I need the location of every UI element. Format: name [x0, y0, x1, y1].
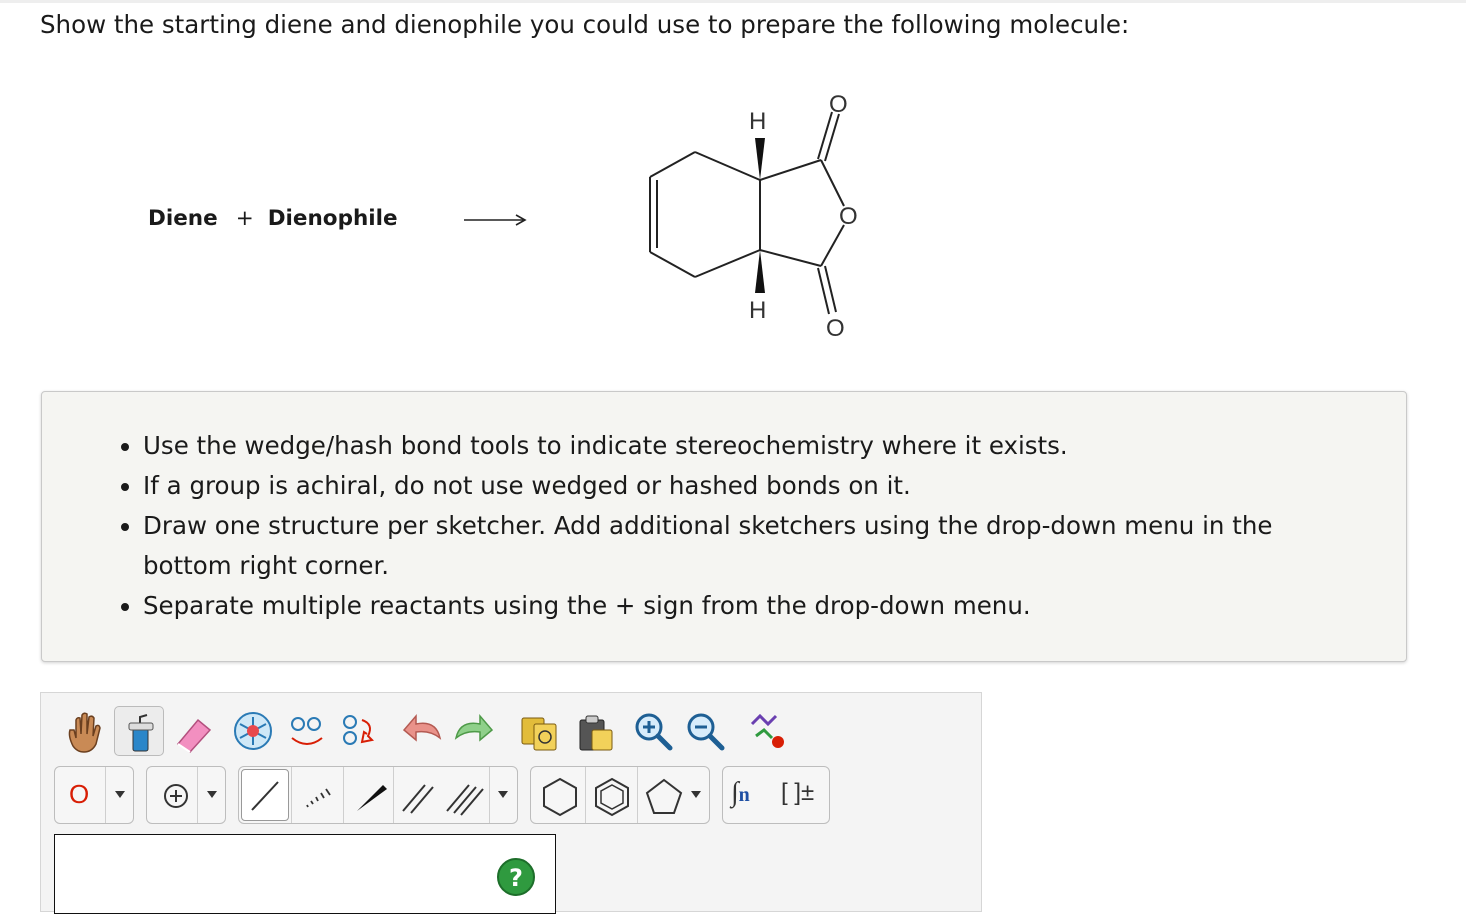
question-text: Show the starting diene and dienophile you could use to prepare the following molecule:	[40, 10, 1130, 39]
diene-label: Diene	[148, 206, 218, 231]
clear-canvas-icon[interactable]	[114, 706, 164, 756]
instructions-panel	[41, 391, 1407, 662]
triple-bond-icon[interactable]	[441, 771, 487, 821]
sgroup-tools-group	[722, 766, 830, 824]
single-bond-tool[interactable]	[241, 769, 289, 821]
drawing-canvas[interactable]	[54, 834, 556, 914]
hash-bond-icon[interactable]	[295, 771, 341, 821]
charge-dropdown-icon[interactable]	[207, 791, 217, 798]
bond-tools-group	[238, 766, 518, 824]
top-border	[0, 0, 1466, 3]
sgroup-tool[interactable]: ∫n	[731, 777, 750, 808]
copy-icon[interactable]	[514, 706, 564, 756]
atom-dropdown-icon[interactable]	[115, 791, 125, 798]
wedge-bond-icon[interactable]	[347, 771, 393, 821]
plus-sign: +	[235, 206, 254, 231]
bond-dropdown-icon[interactable]	[498, 791, 508, 798]
atom-map-icon[interactable]	[282, 706, 332, 756]
charge-plus-icon	[161, 781, 191, 811]
atom-selector[interactable]	[54, 766, 134, 824]
hydrogen-top: H	[749, 108, 767, 135]
dienophile-label: Dienophile	[267, 206, 398, 231]
undo-icon[interactable]	[398, 706, 448, 756]
hydrogen-bottom: H	[749, 297, 767, 324]
charge-selector[interactable]	[146, 766, 226, 824]
double-bond-icon[interactable]	[395, 771, 441, 821]
redo-icon[interactable]	[448, 706, 498, 756]
product-molecule	[632, 82, 892, 352]
clean-structure-icon[interactable]	[334, 706, 384, 756]
instructions-list	[42, 426, 1406, 626]
zoom-out-icon[interactable]	[680, 706, 730, 756]
template-ring-icon[interactable]	[228, 706, 278, 756]
cyclohexane-icon[interactable]	[537, 773, 583, 819]
oxygen-bottom: O	[826, 315, 845, 342]
reaction-scheme	[148, 203, 398, 235]
instruction-item: • Draw one structure per sketcher. Add additional sketchers using the drop-down menu in the bottom right corner.	[143, 506, 1366, 586]
hand-tool-icon[interactable]	[58, 706, 108, 756]
paste-icon[interactable]	[570, 706, 620, 756]
oxygen-top: O	[829, 91, 848, 118]
bracket-charge-tool[interactable]: [ ]±	[781, 779, 815, 806]
instruction-item: • Use the wedge/hash bond tools to indicate stereochemistry where it exists.	[143, 426, 1366, 466]
cyclopentane-icon[interactable]	[641, 773, 687, 819]
oxygen-ring: O	[839, 203, 858, 230]
instruction-item: • If a group is achiral, do not use wedged or hashed bonds on it.	[143, 466, 1366, 506]
benzene-icon[interactable]	[589, 773, 635, 819]
ring-dropdown-icon[interactable]	[691, 791, 701, 798]
help-button[interactable]: ?	[497, 858, 535, 896]
structure-info-icon[interactable]	[742, 706, 792, 756]
instruction-item: • Separate multiple reactants using the + sign from the drop-down menu.	[143, 586, 1366, 626]
zoom-in-icon[interactable]	[628, 706, 678, 756]
ring-tools-group	[530, 766, 710, 824]
eraser-icon[interactable]	[168, 706, 218, 756]
atom-label: O	[69, 779, 90, 809]
reaction-arrow	[464, 212, 528, 228]
